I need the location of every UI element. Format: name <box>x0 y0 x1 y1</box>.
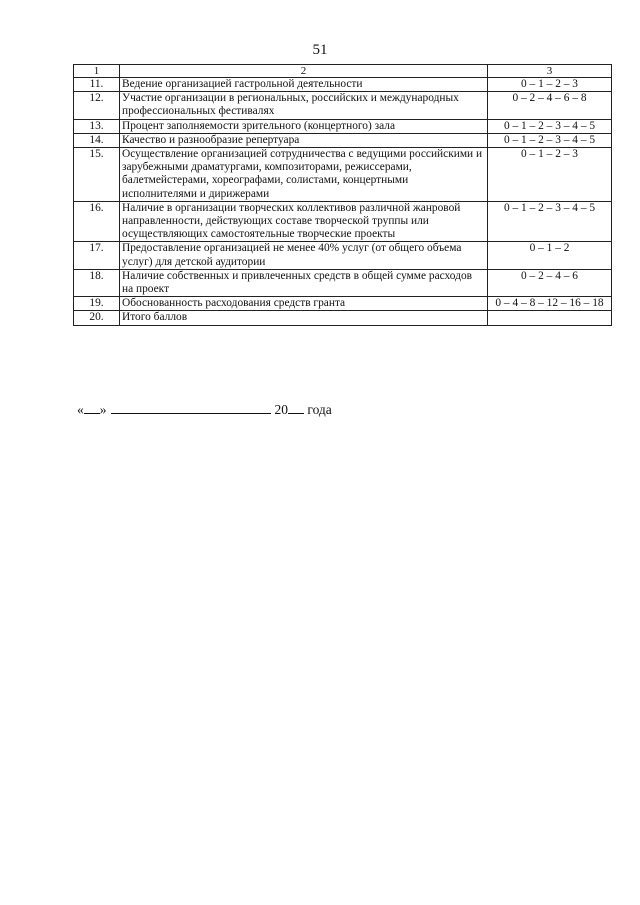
table-row <box>74 201 612 242</box>
table-row <box>74 119 612 133</box>
criterion-name: Ведение организацией гастрольной деятельности <box>120 78 488 92</box>
criterion-name: Предоставление организацией не менее 40% услуг (от общего объема услуг) для детской аудитории <box>120 242 488 269</box>
page-number: 51 <box>312 42 328 58</box>
row-number: 17. <box>74 242 120 269</box>
row-number: 18. <box>74 269 120 296</box>
criterion-score: 0 – 4 – 8 – 12 – 16 – 18 <box>488 297 612 311</box>
year-blank <box>288 401 304 414</box>
table-row <box>74 133 612 147</box>
row-number: 11. <box>74 78 120 92</box>
criterion-score: 0 – 1 – 2 – 3 – 4 – 5 <box>488 133 612 147</box>
row-number: 14. <box>74 133 120 147</box>
table-header-row <box>74 65 612 78</box>
criteria-table <box>73 64 612 326</box>
criterion-score <box>488 311 612 325</box>
year-prefix: 20 <box>274 402 288 417</box>
criterion-name: Качество и разнообразие репертуара <box>120 133 488 147</box>
row-number: 13. <box>74 119 120 133</box>
table-row <box>74 92 612 119</box>
row-number: 16. <box>74 201 120 242</box>
criterion-score: 0 – 1 – 2 <box>488 242 612 269</box>
open-quote: « <box>77 402 84 417</box>
criterion-score: 0 – 2 – 4 – 6 – 8 <box>488 92 612 119</box>
criterion-name: Итого баллов <box>120 311 488 325</box>
criterion-name: Осуществление организацией сотрудничества с ведущими российскими и зарубежными драматургами, композиторами, режиссерами, балетмейстерами, хореографами, солистами, концертными исполнителями и дирижерами <box>120 148 488 202</box>
table-row <box>74 148 612 202</box>
row-number: 20. <box>74 311 120 325</box>
criterion-name: Наличие собственных и привлеченных средств в общей сумме расходов на проект <box>120 269 488 296</box>
table-row <box>74 269 612 296</box>
row-number: 15. <box>74 148 120 202</box>
criterion-score: 0 – 1 – 2 – 3 – 4 – 5 <box>488 119 612 133</box>
date-signature-line <box>77 401 332 418</box>
criterion-name: Обоснованность расходования средств гранта <box>120 297 488 311</box>
table-row <box>74 78 612 92</box>
criterion-score: 0 – 1 – 2 – 3 <box>488 78 612 92</box>
day-blank <box>84 401 100 414</box>
criterion-name: Процент заполняемости зрительного (концертного) зала <box>120 119 488 133</box>
header-cell-1: 1 <box>74 65 120 78</box>
row-number: 19. <box>74 297 120 311</box>
table-row <box>74 297 612 311</box>
header-cell-3: 3 <box>488 65 612 78</box>
month-blank <box>111 401 271 414</box>
criterion-name: Наличие в организации творческих коллективов различной жанровой направленности, действующих составе творческой труппы или осуществляющих самостоятельные творческие проекты <box>120 201 488 242</box>
criterion-name: Участие организации в региональных, российских и международных профессиональных фестивалях <box>120 92 488 119</box>
criterion-score: 0 – 1 – 2 – 3 <box>488 148 612 202</box>
table-row-total <box>74 311 612 325</box>
criterion-score: 0 – 1 – 2 – 3 – 4 – 5 <box>488 201 612 242</box>
year-suffix: года <box>307 402 332 417</box>
row-number: 12. <box>74 92 120 119</box>
header-cell-2: 2 <box>120 65 488 78</box>
criterion-score: 0 – 2 – 4 – 6 <box>488 269 612 296</box>
table-row <box>74 242 612 269</box>
close-quote: » <box>99 402 107 417</box>
